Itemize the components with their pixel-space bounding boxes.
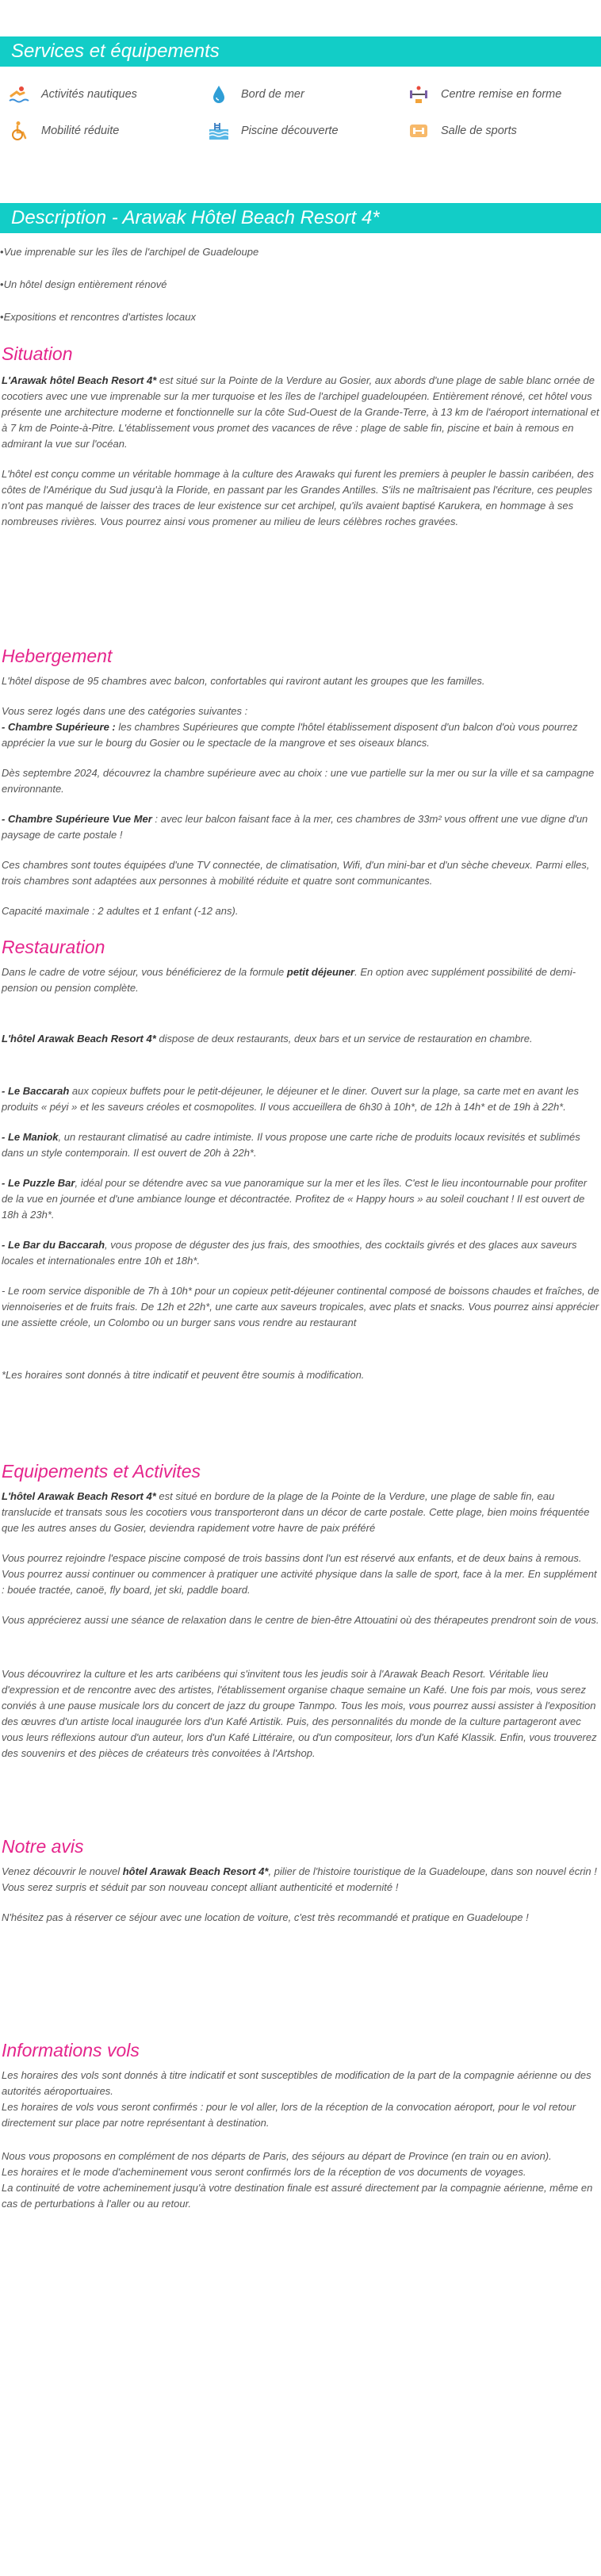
room-type-vue-mer: - Chambre Supérieure Vue Mer : avec leur balcon faisant face à la mer, ces chambres de 33m² vous offrent une vue digne d'un paysage de carte postale ! [2, 813, 588, 841]
restaurant-maniok: - Le Maniok, un restaurant climatisé au cadre intimiste. Il vous propose une carte riche de produits locaux revisités et sublimés dans un style contemporain. Il est ouvert de 20h à 22h*. [2, 1131, 580, 1159]
pool-icon [208, 120, 230, 142]
list-item: • Un hôtel design entièrement rénové [0, 278, 601, 290]
service-label: Piscine découverte [241, 125, 339, 137]
service-label: Mobilité réduite [41, 125, 120, 137]
bar-baccarah: - Le Bar du Baccarah, vous propose de déguster des jus frais, des smoothies, des cocktails givrés et des glaces aux saveurs locales et internationales entre 10h et 18h*. [2, 1239, 577, 1267]
situation-paragraph: L'Arawak hôtel Beach Resort 4* est situé sur la Pointe de la Verdure au Gosier, aux abords d'une plage de sable blanc ornée de cocotiers avec une vue imprenable sur la mer turquoise et les îles de l'archipel guadeloupéen. Entièrement rénové, cet hôtel vous présente une architecture moderne et fonctionnelle sur la côte Sud-Ouest de la Grande-Terre, à 13 km de l'aéroport international et à 7 km de Pointe-à-Pitre. L'établissement vous promet des vacances de rêve : plage de sable fin, piscine et bain à remous en admirant la vue sur l'océan. [2, 374, 599, 450]
section-title-restauration: Restauration [2, 937, 105, 957]
section-title-notre-avis: Notre avis [2, 1836, 84, 1857]
section-title-hebergement: Hebergement [2, 646, 113, 666]
hours-note: *Les horaires sont donnés à titre indicatif et peuvent être soumis à modification. [2, 1369, 365, 1381]
vols-paragraph: Les horaires et le mode d'acheminement vous seront confirmés lors de la réception de vos documents de voyages. [2, 2166, 526, 2178]
service-label: Salle de sports [441, 125, 517, 137]
room-service: - Le room service disponible de 7h à 10h* pour un copieux petit-déjeuner continental composé de boissons chaudes et fraîches, de viennoiseries et de fruits frais. De 12h et 22h*, une carte aux saveurs tropicales, avec plats et snacks. Vous pourrez ainsi apprécier une assiette créole, un Colombo ou un burger sans vous rendre au restaurant [2, 1285, 599, 1328]
service-item-bord-de-mer [208, 81, 408, 108]
vols-paragraph: La continuité de votre acheminement jusqu'à votre destination finale est assuré directement par la compagnie aérienne, même en cas de perturbations à l'aller ou au retour. [2, 2182, 593, 2210]
equipements-paragraph: L'hôtel Arawak Beach Resort 4* est situé en bordure de la plage de la Pointe de la Verdure, une plage de sable fin, eau translucide et transats sous les cocotiers vous transporteront dans un décor de carte postale. Cette plage, bien moins fréquentée que les autres anses du Gosier, deviendra rapidement votre havre de paix préféré [2, 1490, 590, 1534]
service-item-mobilite [8, 117, 208, 144]
services-header: Services et équipements [0, 36, 601, 67]
restaurant-baccarah: - Le Baccarah aux copieux buffets pour le petit-déjeuner, le déjeuner et le diner. Ouvert sur la plage, sa carte met en avant les produits « péyi » et les saveurs créoles et cosmopolites. Il vous accueillera de 6h30 à 10h*, de 12h à 14h* et de 19h à 22h*. [2, 1085, 579, 1113]
room-type-superieure: - Chambre Supérieure : les chambres Supérieures que compte l'hôtel établissement disposent d'un balcon d'où vous pourrez apprécier la vue sur le bourg du Gosier ou le spectacle de la mangrove et ses oiseaux blancs. [2, 721, 578, 749]
list-item: • Expositions et rencontres d'artistes locaux [0, 311, 601, 323]
section-title-situation: Situation [2, 343, 73, 364]
vols-paragraph: Les horaires des vols sont donnés à titre indicatif et sont susceptibles de modification de la part de la compagnie aérienne ou des autorités aéroportuaires. [2, 2069, 591, 2097]
service-item-salle-de-sports [408, 117, 601, 144]
hebergement-paragraph: Ces chambres sont toutes équipées d'une TV connectée, de climatisation, Wifi, d'un mini-bar et d'un sèche cheveux. Parmi elles, trois chambres sont adaptées aux personnes à mobilité réduite et quatre sont communicantes. [2, 859, 590, 887]
service-item-piscine [208, 117, 408, 144]
list-item: • Vue imprenable sur les îles de l'archipel de Guadeloupe [0, 246, 601, 258]
service-label: Activités nautiques [41, 88, 137, 101]
avis-paragraph: Venez découvrir le nouvel hôtel Arawak Beach Resort 4*, pilier de l'histoire touristique de la Guadeloupe, dans son nouvel écrin ! Vous serez surpris et séduit par son nouveau concept alliant authenticité et modernité ! [2, 1865, 597, 1893]
restauration-paragraph: Dans le cadre de votre séjour, vous bénéficierez de la formule petit déjeuner. En option avec supplément possibilité de demi-pension ou pension complète. [2, 966, 576, 994]
swimmer-icon [8, 83, 30, 105]
service-item-nautiques [8, 81, 208, 108]
fitness-icon [408, 83, 430, 105]
description-header: Description - Arawak Hôtel Beach Resort 4* [0, 203, 601, 233]
capacity-text: Capacité maximale : 2 adultes et 1 enfant (-12 ans). [2, 905, 239, 917]
service-label: Centre remise en forme [441, 88, 562, 101]
bar-puzzle: - Le Puzzle Bar, idéal pour se détendre avec sa vue panoramique sur la mer et les îles. C'est le lieu incontournable pour profiter de la vue en journée et d'une ambiance lounge et décontractée. Profitez de « Happy hours » au soleil couchant ! Il est ouvert de 18h à 23h*. [2, 1177, 588, 1221]
service-item-remise-en-forme [408, 81, 601, 108]
vols-paragraph: Les horaires de vols vous seront confirmés : pour le vol aller, lors de la réception de la convocation aéroport, pour le vol retour directement sur place par notre représentant à destination. [2, 2101, 576, 2129]
equipements-paragraph: Vous découvrirez la culture et les arts caribéens qui s'invitent tous les jeudis soir à l'Arawak Beach Resort. Véritable lieu d'expression et de rencontre avec des artistes, l'établissement organise chaque semaine un Kafé. Une fois par mois, vous serez conviés à une pause musicale lors du concert de jazz du groupe Tanmpo. Tous les mois, vous pourrez aussi assister à l'exposition des œuvres d'un artiste local inaugurée lors d'un Kafé Artistik. Puis, des personnalités du monde de la culture partageront avec vous leurs réflexions autour d'un auteur, lors d'un Kafé Littéraire, ou d'un compositeur, lors d'un Kafé Klassik. Enfin, vous trouverez des souvenirs et des pièces de créateurs très convoitées à l'Artshop. [2, 1668, 597, 1759]
water-drop-icon [208, 83, 230, 105]
section-title-informations-vols: Informations vols [2, 2040, 140, 2060]
vols-paragraph: Nous vous proposons en complément de nos départs de Paris, des séjours au départ de Province (en train ou en avion). [2, 2150, 552, 2162]
dumbbell-icon [408, 120, 430, 142]
hebergement-paragraph: L'hôtel dispose de 95 chambres avec balcon, confortables qui raviront autant les groupes que les familles. [2, 675, 485, 687]
avis-paragraph: N'hésitez pas à réserver ce séjour avec une location de voiture, c'est très recommandé et pratique en Guadeloupe ! [2, 1911, 529, 1923]
service-label: Bord de mer [241, 88, 304, 101]
highlights-list [0, 233, 601, 323]
section-title-equipements: Equipements et Activites [2, 1461, 201, 1482]
wheelchair-icon [8, 120, 30, 142]
equipements-paragraph: Vous pourrez rejoindre l'espace piscine composé de trois bassins dont l'un est réservé aux enfants, et de deux bains à remous. Vous pourrez aussi continuer ou commencer à pratiquer une activité physique dans la salle de sport, face à la mer. En supplément : bouée tractée, canoë, fly board, jet ski, paddle board. [2, 1552, 597, 1596]
hebergement-paragraph: Dès septembre 2024, découvrez la chambre supérieure avec au choix : une vue partielle sur la mer ou sur la ville et sa campagne environnante. [2, 767, 595, 795]
equipements-paragraph: Vous apprécierez aussi une séance de relaxation dans le centre de bien-être Attouatini où des thérapeutes prendront soin de vous. [2, 1614, 599, 1626]
situation-paragraph: L'hôtel est conçu comme un véritable hommage à la culture des Arawaks qui furent les premiers à peupler le bassin caribéen, des côtes de l'Amérique du Sud jusqu'à la Floride, en passant par les Grandes Antilles. S'ils ne maîtrisaient pas l'écriture, ces peuples n'ont pas manqué de laisser des traces de leur existence sur cet archipel, qu'ils avaient baptisé Karukera, en hommage à ses nombreuses rivières. Vous pourrez ainsi vous promener au milieu de leurs célèbres roches gravées. [2, 468, 595, 527]
restauration-paragraph: L'hôtel Arawak Beach Resort 4* dispose de deux restaurants, deux bars et un service de restauration en chambre. [2, 1033, 533, 1045]
hebergement-paragraph: Vous serez logés dans une des catégories suivantes : [2, 705, 248, 717]
services-grid [0, 67, 601, 144]
